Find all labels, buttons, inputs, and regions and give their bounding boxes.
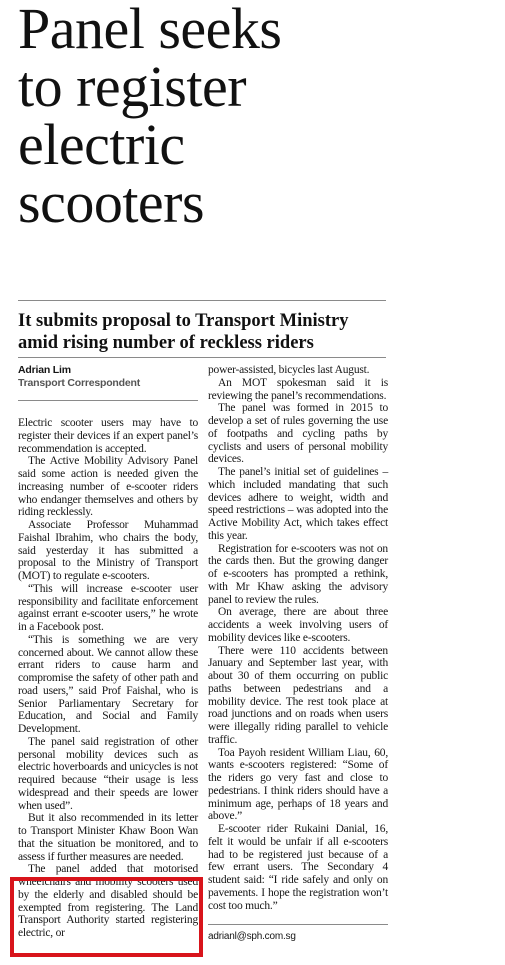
paragraph: But it also recommended in its letter to Transport Minister Khaw Boon Wan that the situation be monitored, and to assess if further measures are needed. (18, 812, 198, 863)
author-email: adrianl@sph.com.sg (208, 931, 296, 943)
headline-line: Panel seeks (18, 0, 282, 61)
article-column-right (208, 364, 388, 943)
subheadline-line: amid rising number of reckless riders (18, 333, 314, 353)
headline-line: to register (18, 54, 247, 119)
article-column-left (18, 364, 198, 940)
paragraph: Electric scooter users may have to register their devices if an expert panel’s recommendation is accepted. (18, 417, 198, 455)
paragraph: An MOT spokesman said it is reviewing the panel’s recommendations. (208, 376, 388, 402)
byline-role: Transport Correspondent (18, 377, 140, 389)
subheadline-line: It submits proposal to Transport Ministry (18, 311, 349, 331)
paragraph: The panel was formed in 2015 to develop a set of rules governing the use of footpaths and cycling paths by cyclists and users of personal mobility devices. (208, 402, 388, 466)
paragraph: Registration for e-scooters was not on the cards then. But the growing danger of e-scooters has prompted a rethink, with Mr Khaw asking the advisory panel to review the rules. (208, 542, 388, 606)
paragraph: Associate Professor Muhammad Faishal Ibrahim, who chairs the body, said yesterday it has submitted a proposal to the Ministry of Transport (MOT) to regulate e-scooters. (18, 519, 198, 582)
divider (18, 400, 198, 401)
paragraph: The Active Mobility Advisory Panel said some action is needed given the increasing number of e-scooter riders who endanger themselves and others by riding recklessly. (18, 455, 198, 519)
paragraph: There were 110 accidents between January and September last year, with about 30 of them occurring on public paths between pedestrians and a mobility device. The rest took place at road junctions and on roads when users were illegally riding parallel to vehicle traffic. (208, 644, 388, 746)
paragraph: The panel said registration of other personal mobility devices such as electric hoverboards and unicycles is not required because “their usage is less widespread and their speeds are lower when used”. (18, 735, 198, 812)
paragraph: “This will increase e-scooter user responsibility and facilitate enforcement against errant e-scooter users,” he wrote in a Facebook post. (18, 582, 198, 633)
paragraph: power-assisted, bicycles last August. (208, 364, 370, 376)
paragraph: E-scooter rider Rukaini Danial, 16, felt it would be unfair if all e-scooters had to be registered just because of a few errant users. The Secondary 4 student said: “I ride safely and only on pavements. I hope the registration won’t cost too much.” (208, 823, 388, 912)
paragraph: On average, there are about three accidents a week involving users of mobility devices like e-scooters. (208, 606, 388, 644)
divider (208, 924, 388, 925)
byline-name: Adrian Lim (18, 364, 71, 376)
highlighted-paragraph: The panel added that motorised wheelchairs and mobility scooters used by the elderly and disabled should be exempted from registering. The Land Transport Authority started registering electric, or (18, 863, 198, 939)
subheadline (18, 310, 388, 354)
headline-line: electric (18, 112, 185, 177)
paragraph: The panel’s initial set of guidelines – which included mandating that such devices adhere to weight, width and speed restrictions – was adopted into the Active Mobility Act, which takes effect this year. (208, 466, 388, 542)
headline (18, 0, 398, 235)
paragraph: Toa Payoh resident William Liau, 60, wants e-scooters registered: “Some of the riders go very fast and close to pedestrians. I think riders should have a minimum age, perhaps of 18 years and above.” (208, 746, 388, 823)
paragraph: “This is something we are very concerned about. We cannot allow these errant riders to cause harm and compromise the safety of other path and road users,” said Prof Faishal, who is Senior Parliamentary Secretary for Education, and Social and Family Development. (18, 633, 198, 735)
headline-line: scooters (18, 170, 205, 235)
highlight-box (10, 877, 203, 957)
divider (18, 300, 386, 301)
divider (18, 357, 386, 358)
